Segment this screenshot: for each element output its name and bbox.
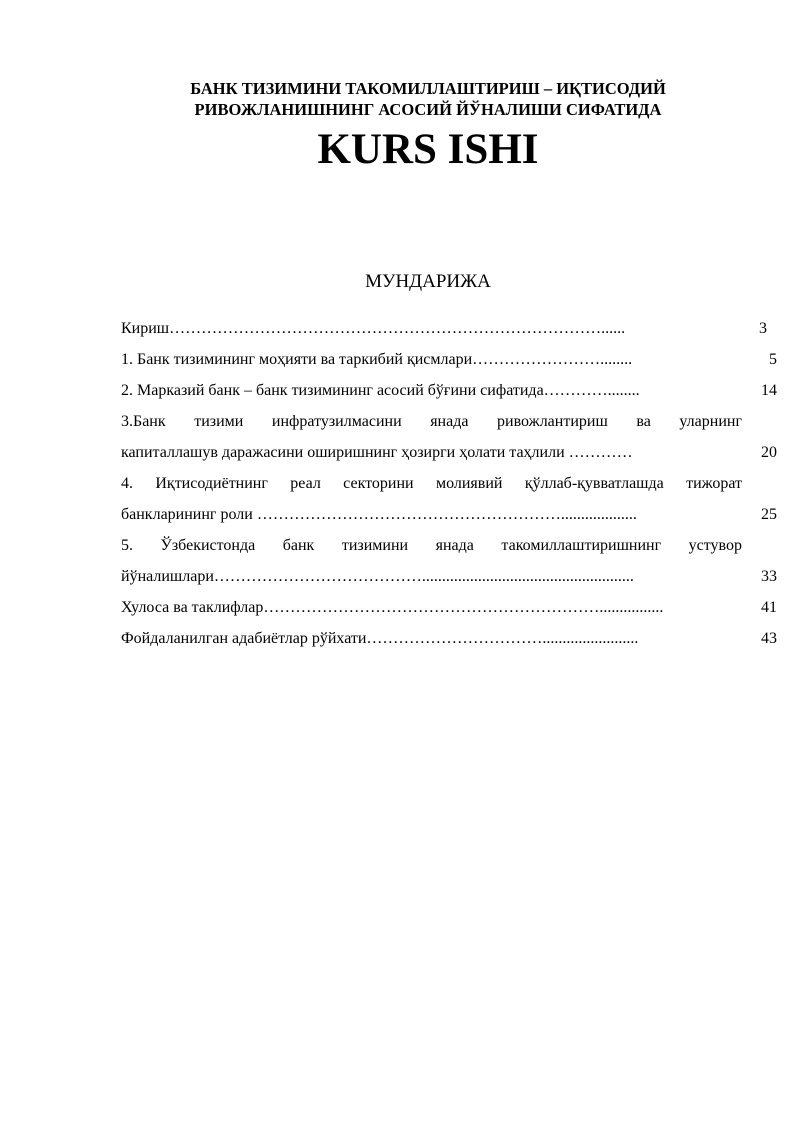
toc-title: МУНДАРИЖА xyxy=(365,271,491,292)
toc-entry-text: капиталлашув даражасини оширишнинг ҳозирги ҳолати таҳлили ………… xyxy=(121,444,633,461)
toc-entry-page: 3 xyxy=(759,320,767,337)
toc-entry-references xyxy=(121,623,777,654)
toc-entry-page: 43 xyxy=(761,630,777,647)
toc-entry-4-line-2 xyxy=(121,499,777,530)
toc-entry-text: йўналишлари…………………………………..................................................... xyxy=(121,568,634,585)
toc-entry-3-line-1 xyxy=(121,406,777,437)
toc-entry-page: 41 xyxy=(761,599,777,616)
toc-entry-text: Хулоса ва таклифлар………………………………………………………................ xyxy=(121,599,664,616)
toc-entry-introduction xyxy=(121,313,777,344)
toc-entry-text: банкларининг роли …………………………………………………................... xyxy=(121,506,637,523)
toc-entry-text: Кириш………………………………………………………………………...... xyxy=(121,320,626,337)
toc-entry-text: 5. Ўзбекистонда банк тизимини янада такомиллаштиришнинг устувор xyxy=(121,537,742,554)
toc-entry-text: 4. Иқтисодиётнинг реал секторини молиявий қўллаб-қувватлашда тижорат xyxy=(121,475,742,492)
heading-line-1: БАНК ТИЗИМИНИ ТАКОМИЛЛАШТИРИШ – ИҚТИСОДИЙ xyxy=(190,79,666,98)
toc-entry-text: Фойдаланилган адабиётлар рўйхати……………………………........................ xyxy=(121,630,639,647)
toc-entry-3-line-2 xyxy=(121,437,777,468)
toc-entry-conclusion xyxy=(121,592,777,623)
document-heading xyxy=(100,78,756,120)
toc-entry-1 xyxy=(121,344,777,375)
toc-entry-5-line-2 xyxy=(121,561,777,592)
toc-entry-text: 2. Марказий банк – банк тизимининг асосий бўғини сифатида…………........ xyxy=(121,382,640,399)
toc-entry-5-line-1 xyxy=(121,530,777,561)
toc-entry-2 xyxy=(121,375,777,406)
page-title: KURS ISHI xyxy=(317,126,539,173)
toc-entry-text: 1. Банк тизимининг моҳияти ва таркибий қисмлари……………………........ xyxy=(121,351,633,368)
toc-entry-page: 33 xyxy=(761,568,777,585)
toc-entry-page: 14 xyxy=(761,382,777,399)
toc-entry-page: 25 xyxy=(761,506,777,523)
heading-line-2: РИВОЖЛАНИШНИНГ АСОСИЙ ЙЎНАЛИШИ СИФАТИДА xyxy=(194,100,662,119)
toc-entry-4-line-1 xyxy=(121,468,777,499)
toc-entry-text: 3.Банк тизими инфратузилмасини янада ривожлантириш ва уларнинг xyxy=(121,413,742,430)
toc-entry-page: 5 xyxy=(769,351,777,368)
table-of-contents xyxy=(121,313,777,654)
toc-entry-page: 20 xyxy=(761,444,777,461)
